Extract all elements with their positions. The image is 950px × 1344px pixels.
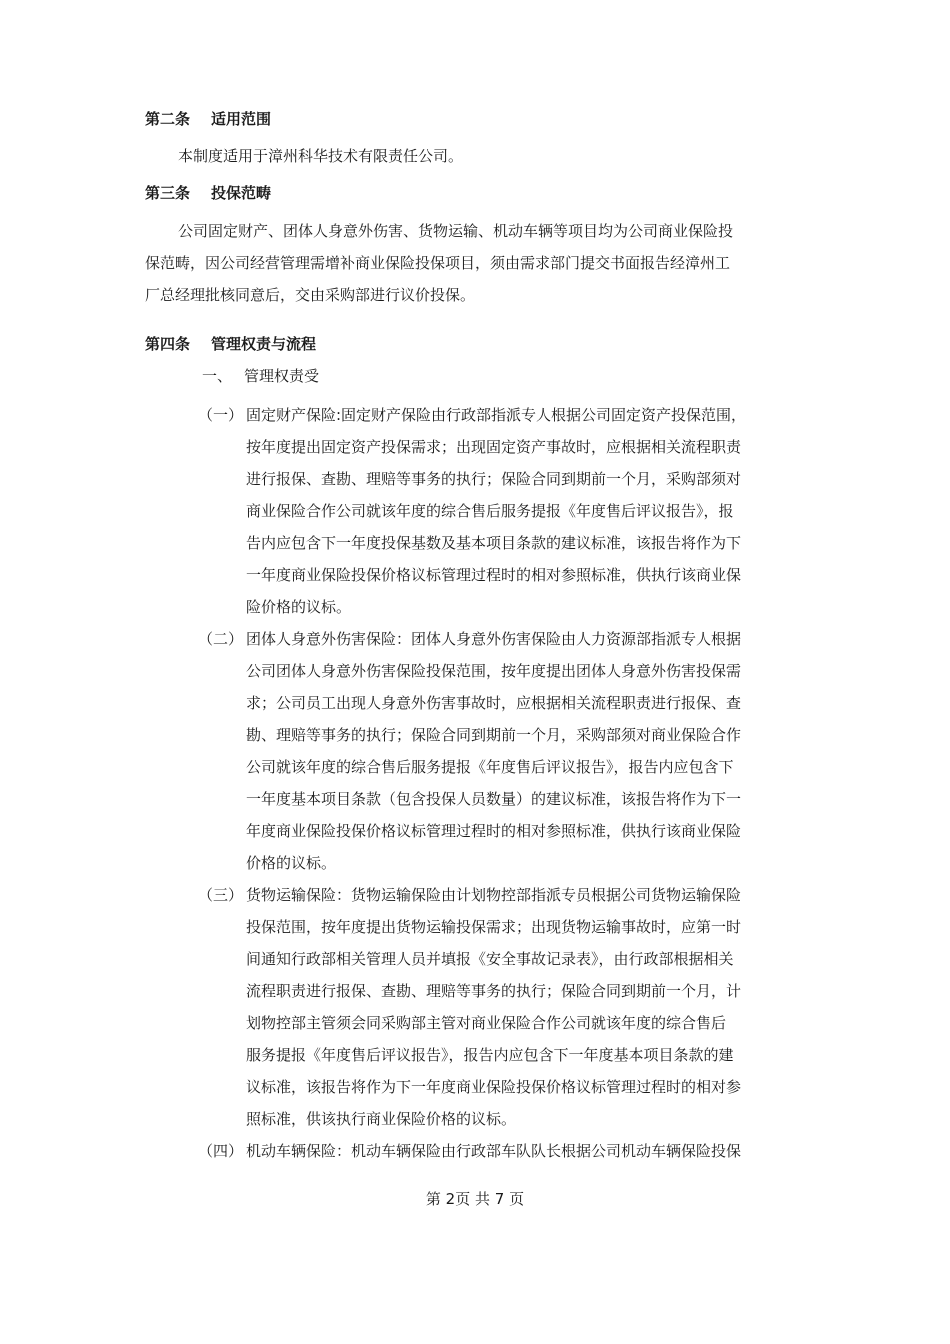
item-line: 货物运输保险：货物运输保险由计划物控部指派专员根据公司货物运输保险 [246, 886, 742, 904]
article-3-body [145, 215, 733, 311]
item-line: 固定财产保险:固定财产保险由行政部指派专人根据公司固定资产投保范围， [246, 406, 747, 424]
item-line: 商业保险合作公司就该年度的综合售后服务提报《年度售后评议报告》，报 [246, 502, 734, 520]
item-line: 照标准，供该执行商业保险价格的议标。 [246, 1110, 517, 1128]
item-line: 勘、理赔等事务的执行；保险合同到期前一个月，采购部须对商业保险合作 [246, 726, 742, 744]
item-line: 议标准，该报告将作为下一年度商业保险投保价格议标管理过程时的相对参 [246, 1078, 742, 1096]
article-3-number: 第三条 [145, 184, 191, 202]
item-line: 机动车辆保险：机动车辆保险由行政部车队队长根据公司机动车辆保险投保 [246, 1142, 742, 1160]
list-item-marker: （四） [198, 1142, 244, 1160]
page-footer: 第 2页 共 7 页 [425, 1190, 525, 1208]
list-item-text [246, 623, 741, 879]
article-2-heading [145, 108, 271, 130]
list-item-text [246, 399, 746, 623]
item-line: 投保范围，按年度提出货物运输投保需求；出现货物运输事故时，应第一时 [246, 918, 742, 936]
article-4-number: 第四条 [145, 335, 191, 353]
article-2-body [178, 140, 463, 172]
item-line: 服务提报《年度售后评议报告》，报告内应包含下一年度基本项目条款的建 [246, 1046, 734, 1064]
item-line: 公司就该年度的综合售后服务提报《年度售后评议报告》，报告内应包含下 [246, 758, 734, 776]
list-item-marker: （三） [198, 886, 244, 904]
article-4-title: 管理权责与流程 [211, 335, 317, 353]
item-line: 划物控部主管须会同采购部主管对商业保险合作公司就该年度的综合售后 [246, 1014, 727, 1032]
article-2-title: 适用范围 [211, 110, 272, 128]
item-line: 公司团体人身意外伤害保险投保范围，按年度提出团体人身意外伤害投保需 [246, 662, 742, 680]
item-line: 团体人身意外伤害保险：团体人身意外伤害保险由人力资源部指派专人根据 [246, 630, 742, 648]
item-line: 一年度基本项目条款（包含投保人员数量）的建议标准，该报告将作为下一 [246, 790, 742, 808]
body-line: 厂总经理批核同意后，交由采购部进行议价投保。 [145, 286, 476, 304]
item-line: 险价格的议标。 [246, 598, 352, 616]
list-item-text [246, 1135, 741, 1167]
item-line: 一年度商业保险投保价格议标管理过程时的相对参照标准，供执行该商业保 [246, 566, 742, 584]
body-line: 公司固定财产、团体人身意外伤害、货物运输、机动车辆等项目均为公司商业保险投 [178, 222, 734, 240]
list-item-text [246, 879, 741, 1135]
item-line: 告内应包含下一年度投保基数及基本项目条款的建议标准，该报告将作为下 [246, 534, 742, 552]
item-line: 年度商业保险投保价格议标管理过程时的相对参照标准，供执行该商业保险 [246, 822, 742, 840]
subsection-1-heading [202, 365, 319, 387]
list-item-marker: （二） [198, 630, 244, 648]
item-line: 间通知行政部相关管理人员并填报《安全事故记录表》，由行政部根据相关 [246, 950, 734, 968]
subsection-1-title: 管理权责受 [244, 367, 320, 385]
item-line: 求；公司员工出现人身意外伤害事故时，应根据相关流程职责进行报保、查 [246, 694, 742, 712]
item-line: 进行报保、查勘、理赔等事务的执行；保险合同到期前一个月，采购部须对 [246, 470, 742, 488]
article-3-title: 投保范畴 [211, 184, 272, 202]
body-line: 本制度适用于漳州科华技术有限责任公司。 [178, 147, 464, 165]
body-line: 保范畴，因公司经营管理需增补商业保险投保项目，须由需求部门提交书面报告经漳州工 [145, 254, 731, 272]
item-line: 流程职责进行报保、查勘、理赔等事务的执行；保险合同到期前一个月，计 [246, 982, 742, 1000]
article-3-heading [145, 182, 271, 204]
article-4-heading [145, 333, 316, 355]
article-2-number: 第二条 [145, 110, 191, 128]
item-line: 价格的议标。 [246, 854, 337, 872]
item-line: 按年度提出固定资产投保需求；出现固定资产事故时，应根据相关流程职责 [246, 438, 742, 456]
subsection-1-number: 一、 [202, 367, 233, 385]
list-item-marker: （一） [198, 406, 244, 424]
